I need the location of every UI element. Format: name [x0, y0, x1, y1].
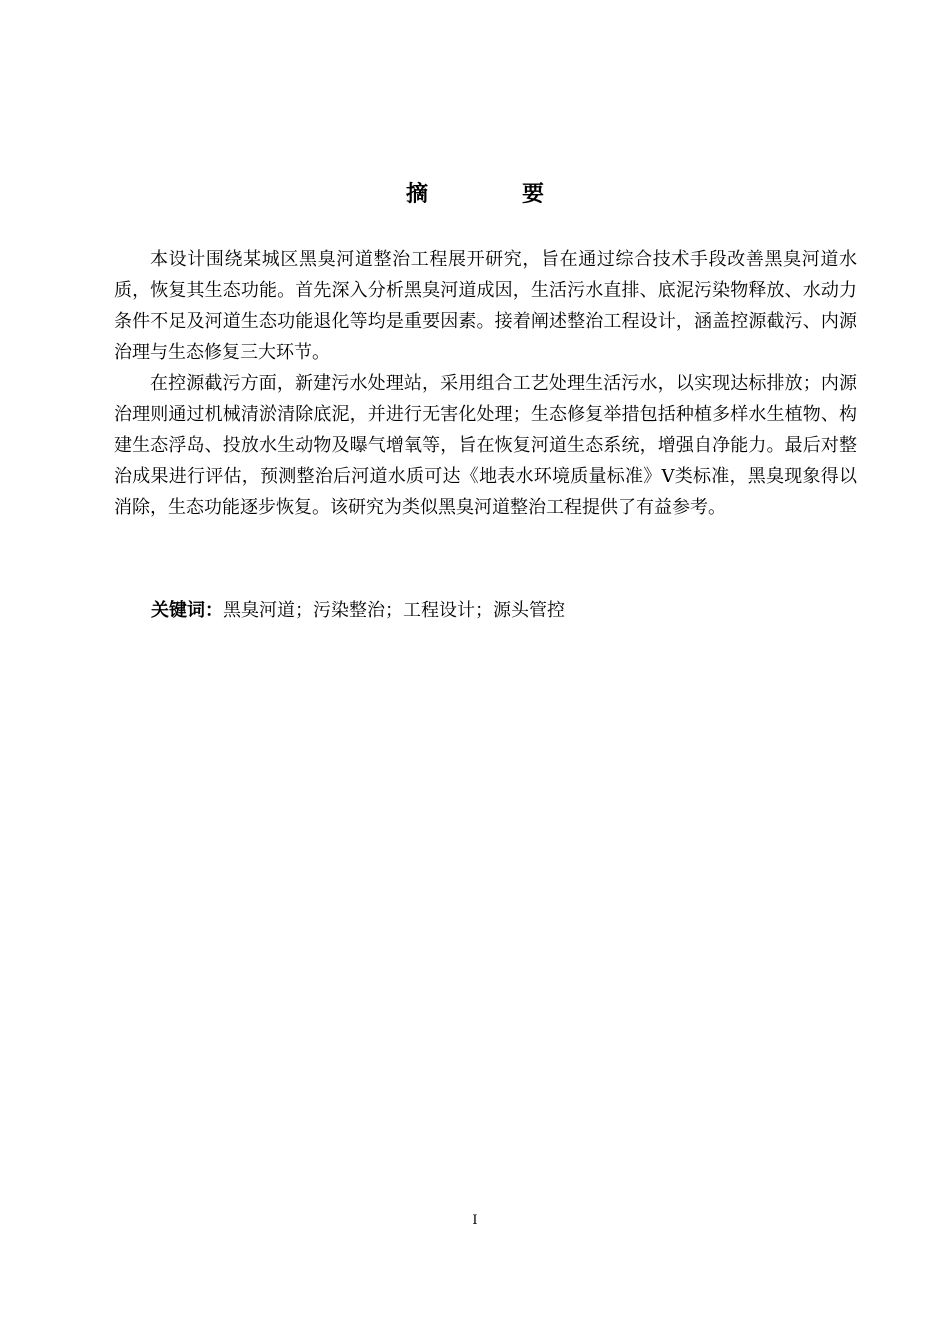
keywords-line — [151, 595, 857, 626]
keywords-label: 关键词： — [151, 600, 223, 621]
page-number: I — [472, 1213, 478, 1228]
abstract-paragraph-1: 本设计围绕某城区黑臭河道整治工程展开研究，旨在通过综合技术手段改善黑臭河道水质，恢复其生态功能。首先深入分析黑臭河道成因，生活污水直排、底泥污染物释放、水动力条件不足及河道生态功能退化等均是重要因素。接着阐述整治工程设计，涵盖控源截污、内源治理与生态修复三大环节。 — [114, 249, 857, 363]
page-title: 摘 要 — [405, 182, 580, 207]
abstract-body — [114, 244, 857, 523]
keywords-value: 黑臭河道；污染整治；工程设计；源头管控 — [223, 600, 565, 621]
abstract-paragraph-2: 在控源截污方面，新建污水处理站，采用组合工艺处理生活污水，以实现达标排放；内源治理则通过机械清淤清除底泥，并进行无害化处理；生态修复举措包括种植多样水生植物、构建生态浮岛、投放水生动物及曝气增氧等，旨在恢复河道生态系统，增强自净能力。最后对整治成果进行评估，预测整治后河道水质可达《地表水环境质量标准》Ⅴ类标准，黑臭现象得以消除，生态功能逐步恢复。该研究为类似黑臭河道整治工程提供了有益参考。 — [114, 373, 857, 518]
